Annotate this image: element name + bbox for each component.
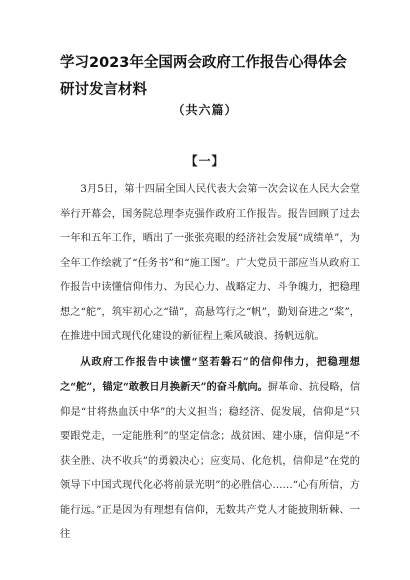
paragraph-2-heading: 从政府工作报告中读懂“坚若磐石”的信仰伟力，把稳理想之“舵”，锚定“敢教日月换新天”的奋斗航向。 bbox=[60, 355, 360, 393]
document-title: 学习2023年全国两会政府工作报告心得体会研讨发言材料 bbox=[60, 55, 347, 98]
paragraph-2 bbox=[60, 350, 360, 548]
document-subtitle: （共六篇） bbox=[172, 103, 238, 117]
paragraph-2-text: 摒革命、抗侵略，信仰是“甘将热血沃中华”的大义担当；稳经济、促发展，信仰是“只要跟党走，一定能胜利”的坚定信念；战贫困、建小康，信仰是“不获全胜、决不收兵”的勇毅决心；应变局、化危机，信仰是“在党的领导下中国式现代化必将前景光明”的必胜信心……“心有所信，方能行远。”正是因为有理想有信仰，无数共产党人才能披荆斩棘、一往 bbox=[60, 382, 361, 540]
section-label: 【一】 bbox=[185, 154, 225, 168]
paragraph-1: 3月5日，第十四届全国人民代表大会第一次会议在人民大会堂举行开幕会，国务院总理李克强作政府工作报告。报告回顾了过去一年和五年工作，晒出了一张张亮眼的经济社会发展“成绩单”，为全年工作绘就了“任务书”和“施工图”。广大党员干部应当从政府工作报告中读懂信仰伟力、为民心力、战略定力、斗争魄力，把稳理想之“舵”，筑牢初心之“锚”，高悬笃行之“帆”，勤划奋进之“桨”，在推进中国式现代化建设的新征程上乘风破浪、扬帆远航。 bbox=[60, 184, 360, 342]
document-body bbox=[60, 178, 360, 548]
